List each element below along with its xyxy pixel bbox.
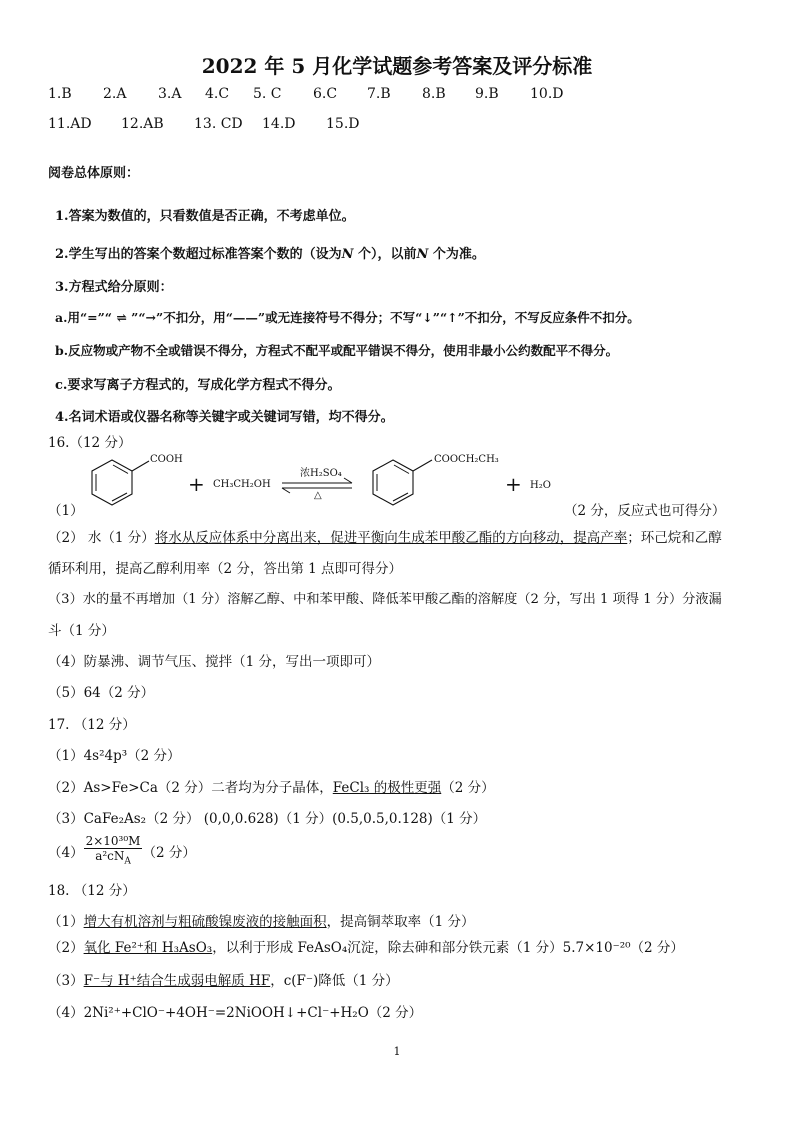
plus-sign: + (188, 472, 205, 496)
condition-top: 浓H₂SO₄ (300, 468, 342, 479)
q18-r2-b: ，以利于形成 FeAsO₄沉淀，除去砷和部分铁元素（1 分）5.7×10⁻²⁰（2 分） (212, 940, 684, 956)
q17-r2 (48, 776, 495, 796)
q16-r4: （4）防暴沸、调节气压、搅拌（1 分，写出一项即可） (48, 654, 380, 670)
answers-row-1 (48, 86, 580, 102)
benzene-ring-icon (373, 460, 432, 505)
answer-item: 1.B (48, 86, 72, 102)
fraction-denominator-sub: A (124, 856, 131, 867)
answer-item: 14.D (262, 116, 296, 132)
q18-r3-b: ，c(F⁻)降低（1 分） (270, 973, 399, 989)
q18-r2-underlined: 氧化 Fe²⁺和 H₃AsO₃ (83, 940, 213, 956)
answer-item: 9.B (475, 86, 499, 102)
principle-2-text-b: 个），以前 (353, 247, 417, 262)
answer-item: 10.D (530, 86, 564, 102)
answer-item: 13. CD (194, 116, 243, 132)
q17-r3: （3）CaFe₂As₂（2 分） (0,0,0.628)（1 分）(0.5,0.5,0.128)（1 分） (48, 811, 487, 827)
q18-r3-underlined: F⁻与 H⁺结合生成弱电解质 HF (83, 973, 271, 989)
condition-heat: △ (314, 490, 322, 501)
q17-r4-label: （4） (48, 845, 84, 862)
answer-item: 15.D (326, 116, 360, 132)
q17-r2-b: （2 分） (441, 780, 495, 796)
principle-2 (55, 243, 485, 262)
answer-item: 3.A (158, 86, 182, 102)
ester-group: COOCH₂CH₃ (434, 454, 499, 465)
answer-item: 12.AB (121, 116, 164, 132)
q18-r2 (48, 936, 684, 956)
ethanol-formula: CH₃CH₂OH (213, 479, 271, 490)
answers-row-2 (48, 116, 376, 132)
principle-2-var: N (416, 247, 429, 262)
answer-item: 8.B (422, 86, 446, 102)
principle-2-var: N (341, 247, 354, 262)
q16-r2-underlined: 将水从反应体系中分离出来，促进平衡向生成苯甲酸乙酯的方向移动，提高产率 (154, 530, 628, 546)
q16-r5: （5）64（2 分） (48, 685, 155, 701)
q18-r1-b: ，提高铜萃取率（1 分） (326, 914, 475, 930)
q17-r1: （1）4s²4p³（2 分） (48, 748, 181, 764)
formula-fraction (84, 834, 143, 868)
principles-heading: 阅卷总体原则： (48, 166, 140, 181)
cooh-group: COOH (150, 454, 183, 465)
answer-item: 7.B (367, 86, 391, 102)
q16-header: 16.（12 分） (48, 435, 132, 451)
q17-r4 (48, 834, 196, 868)
water-formula: H₂O (530, 480, 551, 491)
q18-r4: （4）2Ni²⁺+ClO⁻+4OH⁻=2NiOOH↓+Cl⁻+H₂O（2 分） (48, 1005, 423, 1021)
q16-r2-cont: 循环利用，提高乙醇利用率（2 分，答出第 1 点即可得分） (48, 561, 403, 577)
q18-r2-a: （2） (48, 940, 84, 956)
fraction-denominator: a²cN (95, 849, 125, 863)
q16-r3: （3）水的量不再增加（1 分）溶解乙醇、中和苯甲酸、降低苯甲酸乙酯的溶解度（2 分，写出 1 项得 1 分）分液漏 (48, 592, 722, 607)
q16-r3-cont: 斗（1 分） (48, 623, 115, 639)
q16-r1-label: （1） (48, 503, 84, 519)
principle-1: 1.答案为数值的，只看数值是否正确，不考虑单位。 (55, 209, 355, 224)
fraction-numerator: 2×10³⁰M (85, 834, 141, 848)
principle-3c: c.要求写离子方程式的，写成化学方程式不得分。 (55, 378, 341, 393)
q16-r1-score: （2 分，反应式也可得分） (564, 503, 726, 519)
answer-item: 4.C (205, 86, 230, 102)
q17-r2-a: （2）As>Fe>Ca（2 分）二者均为分子晶体， (48, 780, 333, 796)
q17-header: 17. （12 分） (48, 717, 136, 733)
q17-r4-score: （2 分） (142, 845, 196, 862)
page-title: 2022 年 5 月化学试题参考答案及评分标准 (201, 54, 593, 78)
q18-r3 (48, 969, 399, 989)
principle-3: 3.方程式给分原则： (55, 280, 173, 295)
principle-3b: b.反应物或产物不全或错误不得分，方程式不配平或配平错误不得分，使用非最小公约数配平不得分。 (55, 343, 619, 358)
benzene-ring-icon (92, 460, 149, 505)
plus-sign: + (505, 472, 522, 496)
principle-4: 4.名词术语或仪器名称等关键字或关键词写错，均不得分。 (55, 410, 394, 425)
answer-item: 6.C (313, 86, 338, 102)
q16-r2-a: （2） 水（1 分） (48, 530, 155, 546)
q16-r2 (48, 526, 722, 546)
q18-r1-a: （1） (48, 914, 84, 930)
q17-r2-underlined: FeCl₃ 的极性更强 (332, 780, 442, 796)
answer-item: 5. C (253, 86, 282, 102)
q18-r1-underlined: 增大有机溶剂与粗硫酸镍废液的接触面积 (83, 914, 327, 930)
principle-2-text-a: 2.学生写出的答案个数超过标准答案个数的（设为 (55, 247, 342, 262)
principle-3a: a.用“=”“ ⇌ ”“→”不扣分，用“——”或无连接符号不得分；不写“↓”“↑”不扣分，不写反应条件不扣分。 (55, 310, 640, 325)
answer-item: 2.A (103, 86, 127, 102)
answer-item: 11.AD (48, 116, 92, 132)
q18-header: 18. （12 分） (48, 883, 136, 899)
page-number: 1 (393, 1045, 401, 1058)
q18-r3-a: （3） (48, 973, 84, 989)
q16-r2-b: ；环己烷和乙醇 (627, 530, 722, 546)
q18-r1 (48, 910, 474, 930)
principle-2-text-c: 个为准。 (428, 247, 485, 262)
